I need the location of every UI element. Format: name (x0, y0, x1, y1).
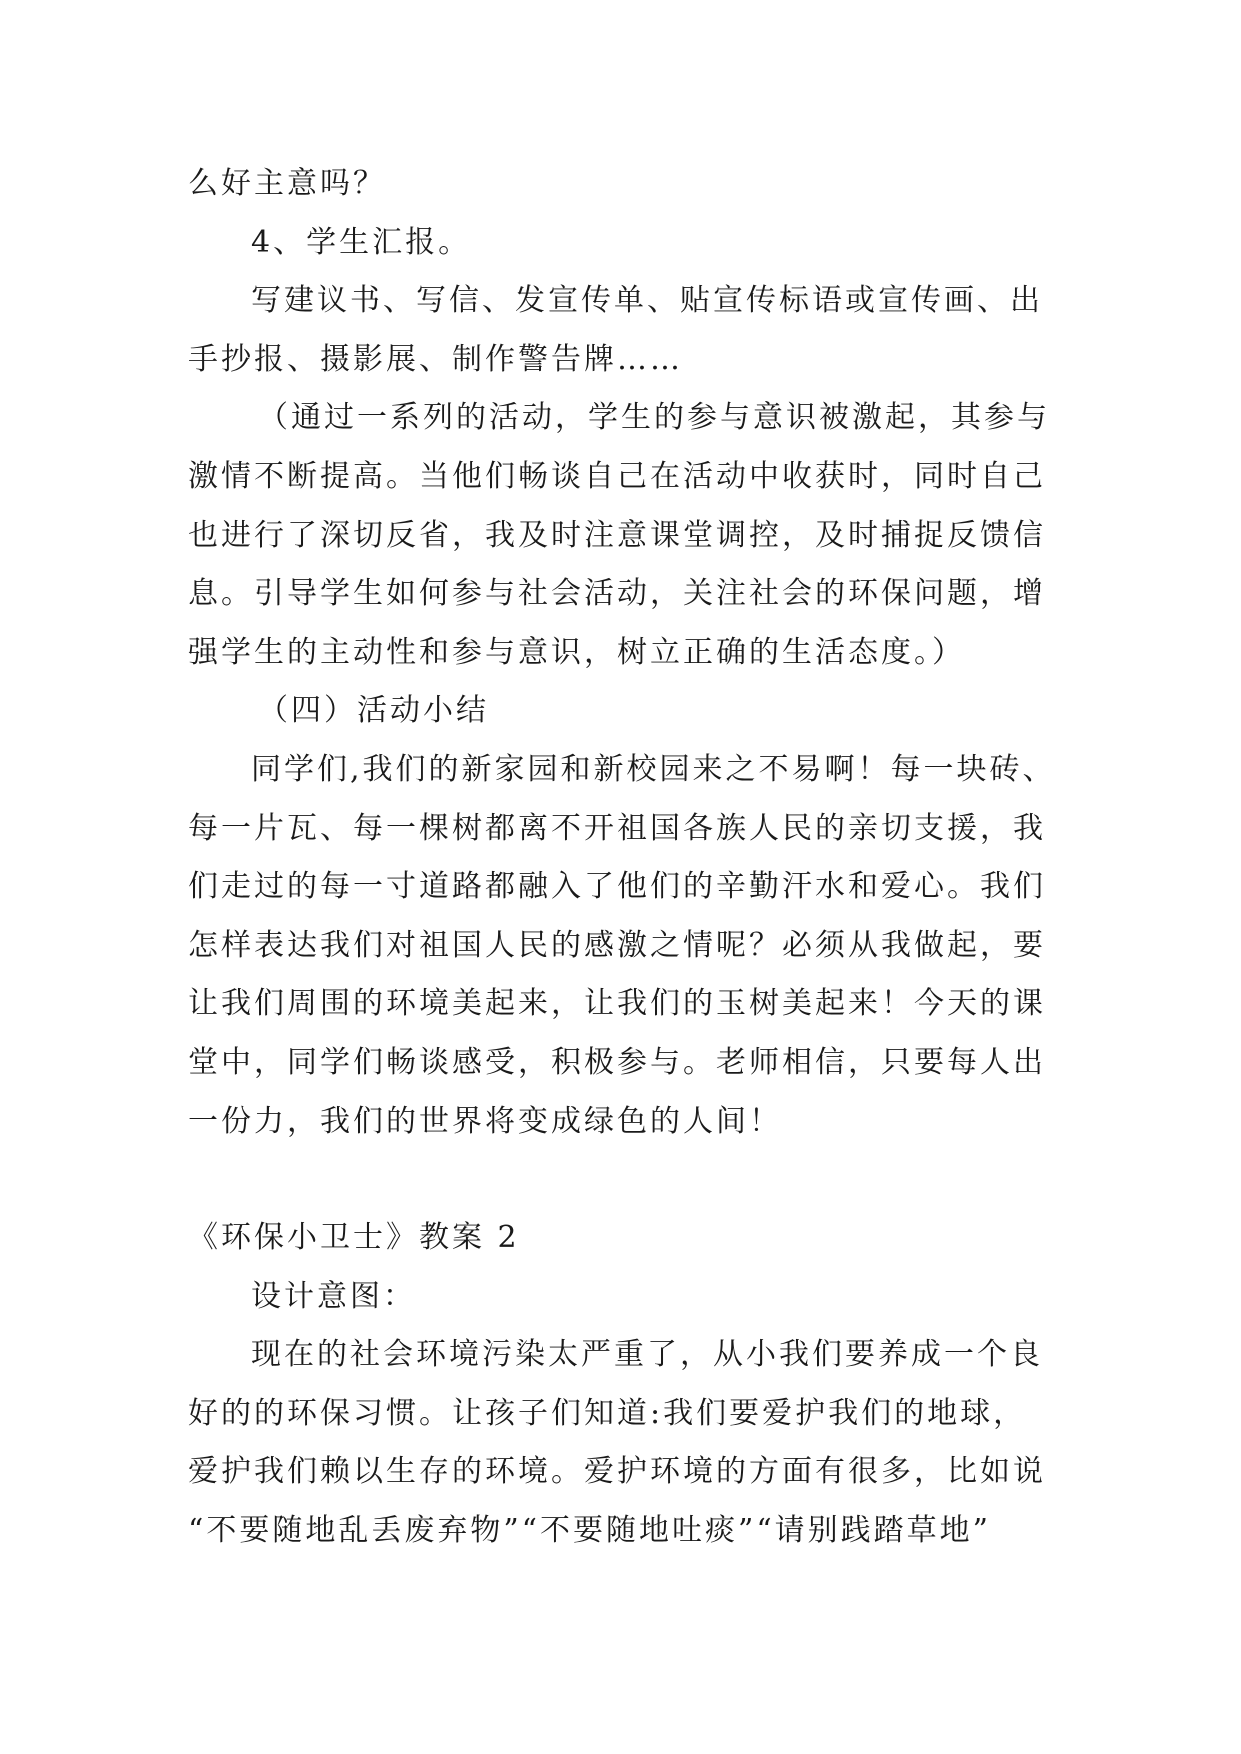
paragraph-line: 同学们,我们的新家园和新校园来之不易啊！每一块砖、 (251, 751, 1056, 787)
paragraph-line: 强学生的主动性和参与意识，树立正确的生活态度。） (188, 634, 965, 670)
paragraph-line: 怎样表达我们对祖国人民的感激之情呢？必须从我做起，要 (188, 927, 1046, 963)
section-heading: 设计意图： (251, 1278, 416, 1314)
paragraph-line: 也进行了深切反省，我及时注意课堂调控，及时捕捉反馈信 (188, 517, 1046, 553)
paragraph-line: 让我们周围的环境美起来，让我们的玉树美起来！今天的课 (188, 986, 1046, 1022)
paragraph-line: 堂中，同学们畅谈感受，积极参与。老师相信，只要每人出 (188, 1044, 1046, 1080)
paragraph-line: “不要随地乱丢废弃物”“不要随地吐痰”“请别践踏草地” (188, 1513, 992, 1549)
paragraph-line: 4、学生汇报。 (251, 224, 472, 260)
paragraph-line: 息。引导学生如何参与社会活动，关注社会的环保问题，增 (188, 576, 1046, 612)
paragraph-gap (188, 1151, 1068, 1209)
paragraph-line: 们走过的每一寸道路都融入了他们的辛勤汗水和爱心。我们 (188, 869, 1046, 905)
paragraph-line: 手抄报、摄影展、制作警告牌…… (188, 341, 683, 377)
paragraph-line: 每一片瓦、每一棵树都离不开祖国各族人民的亲切支援，我 (188, 810, 1046, 846)
paragraph-line: 一份力，我们的世界将变成绿色的人间！ (188, 1103, 782, 1139)
paragraph-line: 激情不断提高。当他们畅谈自己在活动中收获时，同时自己 (188, 458, 1046, 494)
document-body (188, 155, 1068, 1561)
section-heading: （四）活动小结 (258, 693, 489, 729)
document-title: 《环保小卫士》教案 2 (188, 1220, 520, 1256)
paragraph-line: 爱护我们赖以生存的环境。爱护环境的方面有很多，比如说 (188, 1454, 1046, 1490)
paragraph-line: （通过一系列的活动，学生的参与意识被激起，其参与 (258, 400, 1050, 436)
paragraph-line: 好的的环保习惯。让孩子们知道:我们要爱护我们的地球， (188, 1395, 1027, 1431)
paragraph-line: 么好主意吗？ (188, 166, 386, 201)
paragraph-line: 现在的社会环境污染太严重了，从小我们要养成一个良 (251, 1337, 1043, 1373)
paragraph-line: 写建议书、写信、发宣传单、贴宣传标语或宣传画、出 (251, 283, 1043, 319)
